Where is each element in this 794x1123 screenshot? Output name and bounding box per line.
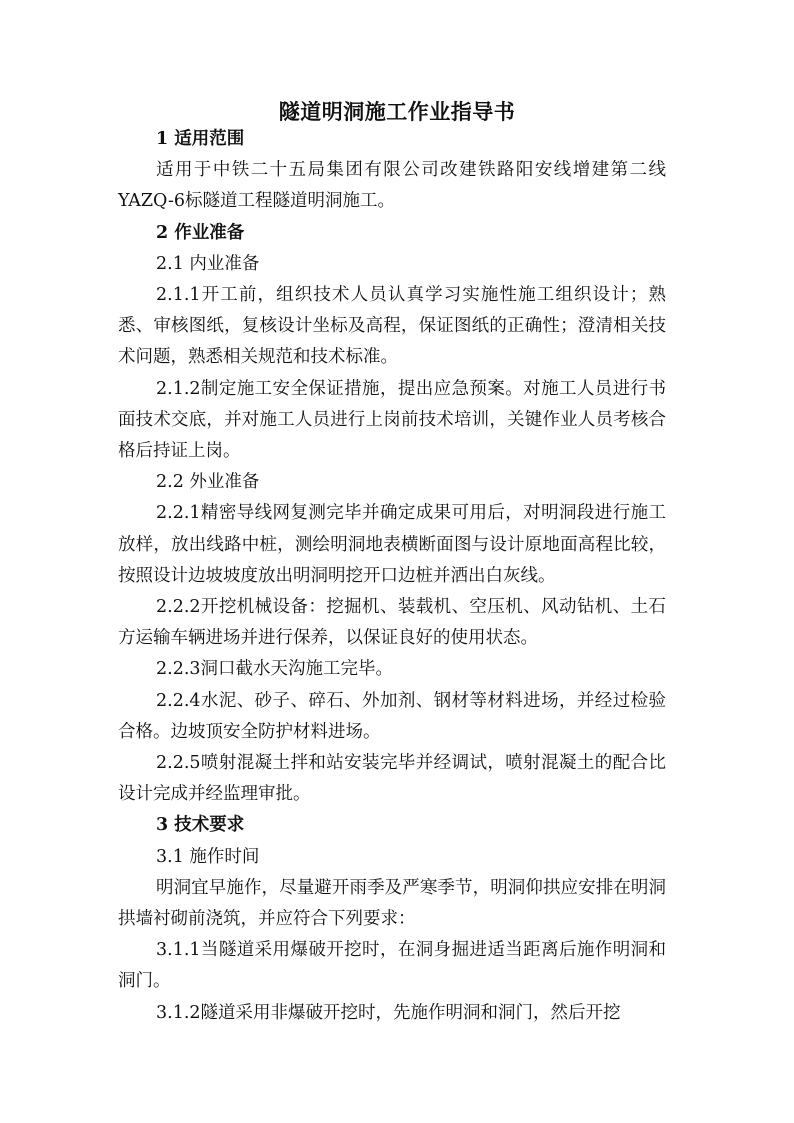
document-title: 隧道明洞施工作业指导书: [278, 99, 516, 124]
paragraph-2-2-2: 2.2.2开挖机械设备：挖掘机、装载机、空压机、风动钻机、土石方运输车辆进场并进行保养，以保证良好的使用状态。: [118, 597, 666, 649]
paragraph-2-2-3: 2.2.3洞口截水天沟施工完毕。: [156, 659, 394, 680]
paragraph-scope: 适用于中铁二十五局集团有限公司改建铁路阳安线增建第二线YAZQ-6标隧道工程隧道明洞施工。: [118, 160, 666, 212]
subsection-heading-3-1: 3.1 施作时间: [156, 846, 260, 867]
section-heading-2: 2 作业准备: [156, 222, 245, 243]
paragraph-3-1-2: 3.1.2隧道采用非爆破开挖时，先施作明洞和洞门，然后开挖: [156, 1002, 621, 1023]
subsection-heading-2-1: 2.1 内业准备: [156, 253, 260, 274]
paragraph-2-1-2: 2.1.2制定施工安全保证措施，提出应急预案。对施工人员进行书面技术交底，并对施工人员进行上岗前技术培训，关键作业人员考核合格后持证上岗。: [118, 378, 666, 462]
paragraph-2-2-4: 2.2.4水泥、砂子、碎石、外加剂、钢材等材料进场，并经过检验合格。边坡顶安全防护材料进场。: [118, 690, 666, 742]
section-heading-3: 3 技术要求: [156, 815, 245, 836]
document-body: [118, 124, 666, 1029]
paragraph-2-2-5: 2.2.5喷射混凝土拌和站安装完毕并经调试，喷射混凝土的配合比设计完成并经监理审批。: [118, 753, 666, 805]
paragraph-2-2-1: 2.2.1精密导线网复测完毕并确定成果可用后，对明洞段进行施工放样，放出线路中桩，测绘明洞地表横断面图与设计原地面高程比较，按照设计边坡坡度放出明洞明挖开口边桩并洒出白灰线。: [118, 503, 666, 586]
section-heading-1: 1 适用范围: [156, 129, 245, 149]
subsection-heading-2-2: 2.2 外业准备: [156, 472, 260, 493]
paragraph-3-1-1: 3.1.1当隧道采用爆破开挖时，在洞身掘进适当距离后施作明洞和洞门。: [118, 940, 666, 992]
paragraph-3-1-intro: 明洞宜早施作，尽量避开雨季及严寒季节，明洞仰拱应安排在明洞拱墙衬砌前浇筑，并应符合下列要求：: [118, 877, 666, 930]
paragraph-2-1-1: 2.1.1开工前，组织技术人员认真学习实施性施工组织设计；熟悉、审核图纸，复核设计坐标及高程，保证图纸的正确性；澄清相关技术问题，熟悉相关规范和技术标准。: [118, 285, 666, 368]
